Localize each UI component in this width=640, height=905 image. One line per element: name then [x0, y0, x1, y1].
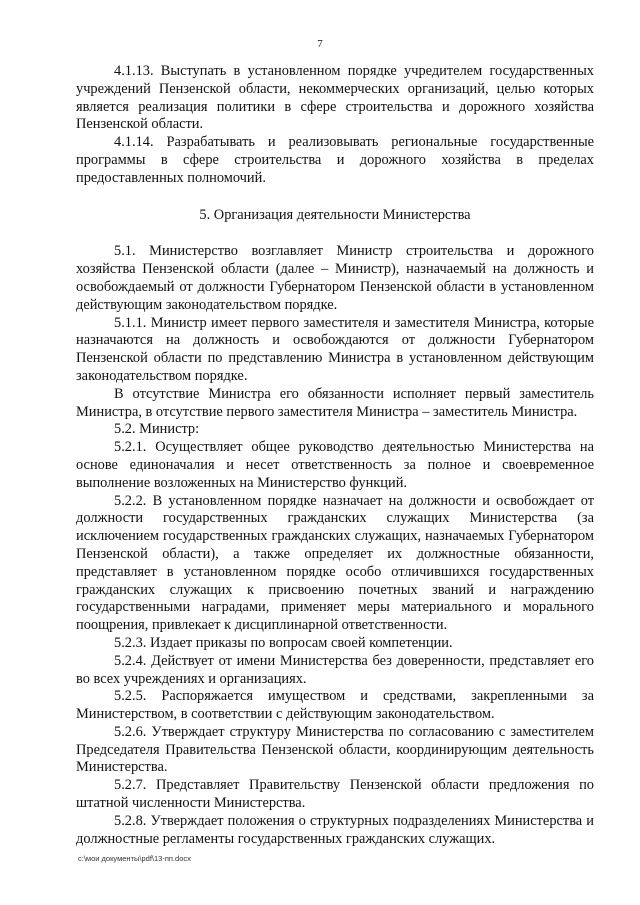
paragraph: 5.2.7. Представляет Правительству Пензенской области предложения по штатной численности Министерства. — [76, 777, 594, 812]
paragraph: В отсутствие Министра его обязанности исполняет первый заместитель Министра, в отсутствие первого заместителя Министра – заместитель Министра. — [76, 385, 594, 420]
paragraph: 5.2.3. Издает приказы по вопросам своей компетенции. — [114, 634, 453, 651]
paragraph: 5.2.1. Осуществляет общее руководство деятельностью Министерства на основе единоначалия и несет ответственность за полное и своевременное выполнение возложенных на Министерство функций. — [76, 439, 594, 491]
paragraph: 5.1.1. Министр имеет первого заместителя и заместителя Министра, которые назначаются на должность и освобождаются от должности Губернатором Пензенской области по представлению Министра в установленном действующим законодательством порядке. — [76, 314, 594, 384]
paragraph: 5.2.8. Утверждает положения о структурных подразделениях Министерства и должностные регламенты государственных гражданских служащих. — [76, 812, 594, 847]
page-number: 7 — [317, 38, 323, 50]
paragraph: 5.2.6. Утверждает структуру Министерства по согласованию с заместителем Председателя Правительства Пензенской области, координирующим деятельность Министерства. — [76, 723, 594, 776]
paragraph: 5.2.2. В установленном порядке назначает на должности и освобождает от должности государственных гражданских служащих Министерства (за исключением государственных гражданских служащих, назначаемых Губернатором Пензенской области), а также определяет их должностные обязанности, представляет в установленном порядке особо отличившихся государственных гражданских служащих к присвоению почетных званий и награждению государственными наградами, применяет меры материального и морального поощрения, привлекает к дисциплинарной ответственности. — [76, 492, 594, 634]
paragraph: 4.1.13. Выступать в установленном порядке учредителем государственных учреждений Пензенской области, некоммерческих организаций, целью которых является реализация политики в сфере строительства и дорожного хозяйства Пензенской области. — [76, 63, 594, 133]
paragraph: 5.2.5. Распоряжается имуществом и средствами, закрепленными за Министерством, в соответствии с действующим законодательством. — [76, 688, 594, 723]
paragraph: 4.1.14. Разрабатывать и реализовывать региональные государственные программы в сфере строительства и дорожного хозяйства в пределах предоставленных полномочий. — [76, 134, 594, 186]
paragraph: 5.2.4. Действует от имени Министерства без доверенности, представляет его во всех учреждениях и организациях. — [76, 652, 594, 687]
document-body — [76, 63, 594, 848]
paragraph: 5.1. Министерство возглавляет Министр строительства и дорожного хозяйства Пензенской области (далее – Министр), назначаемый на должность и освобождаемый от должности Губернатором Пензенской области в установленном действующим законодательством порядке. — [76, 243, 594, 313]
paragraph: 5.2. Министр: — [114, 421, 200, 438]
footer-file-path: c:\мои документы\pdf\13-пп.docx — [78, 854, 191, 863]
section-heading: 5. Организация деятельности Министерства — [199, 206, 471, 223]
